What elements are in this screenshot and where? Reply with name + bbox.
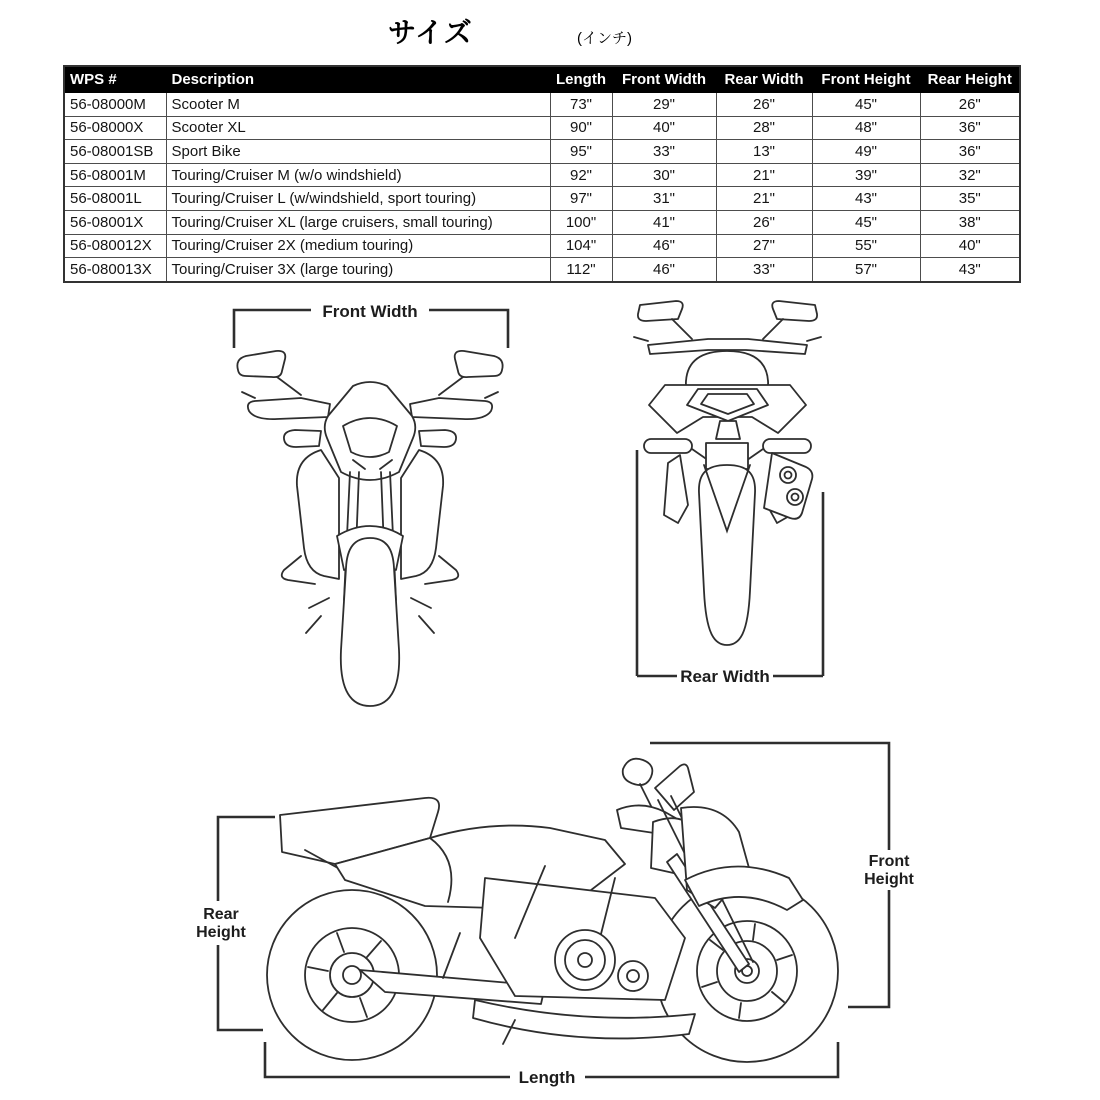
- page-subtitle-units: (インチ): [577, 30, 632, 47]
- cell-front-width: 46": [612, 234, 716, 258]
- cell-description: Sport Bike: [166, 140, 550, 164]
- cell-description: Scooter M: [166, 93, 550, 117]
- cell-front-width: 30": [612, 163, 716, 187]
- cell-wps: 56-08001X: [64, 210, 166, 234]
- cell-rear-width: 13": [716, 140, 812, 164]
- cell-wps: 56-08000M: [64, 93, 166, 117]
- cell-length: 95": [550, 140, 612, 164]
- motorcycle-front-illustration: [237, 351, 502, 706]
- cell-front-width: 40": [612, 116, 716, 140]
- cell-wps: 56-080012X: [64, 234, 166, 258]
- table-row: [64, 210, 1020, 234]
- page-title: サイズ: [388, 17, 473, 48]
- cell-length: 104": [550, 234, 612, 258]
- cell-front-height: 55": [812, 234, 920, 258]
- motorcycle-rear-view-diagram: [620, 293, 835, 693]
- length-label: Length: [518, 1068, 576, 1087]
- cell-wps: 56-08001SB: [64, 140, 166, 164]
- col-header-wps: WPS #: [64, 66, 166, 93]
- cell-description: Touring/Cruiser 2X (medium touring): [166, 234, 550, 258]
- cell-front-width: 41": [612, 210, 716, 234]
- table-row: [64, 140, 1020, 164]
- cell-length: 97": [550, 187, 612, 211]
- cell-description: Scooter XL: [166, 116, 550, 140]
- cell-front-width: 33": [612, 140, 716, 164]
- cell-front-height: 45": [812, 93, 920, 117]
- rear-width-label: Rear Width: [680, 667, 770, 686]
- front-height-label-line1: Front: [868, 853, 910, 870]
- col-header-description: Description: [166, 66, 550, 93]
- cell-rear-height: 32": [920, 163, 1020, 187]
- size-table: [63, 65, 1021, 283]
- col-header-front-height: Front Height: [812, 66, 920, 93]
- col-header-front-width: Front Width: [612, 66, 716, 93]
- cell-description: Touring/Cruiser M (w/o windshield): [166, 163, 550, 187]
- table-row: [64, 258, 1020, 282]
- table-row: [64, 187, 1020, 211]
- cell-front-width: 29": [612, 93, 716, 117]
- col-header-rear-height: Rear Height: [920, 66, 1020, 93]
- cell-front-height: 49": [812, 140, 920, 164]
- table-row: [64, 93, 1020, 117]
- table-row: [64, 116, 1020, 140]
- cell-front-width: 31": [612, 187, 716, 211]
- cell-rear-height: 38": [920, 210, 1020, 234]
- cell-wps: 56-080013X: [64, 258, 166, 282]
- cell-rear-height: 40": [920, 234, 1020, 258]
- cell-length: 92": [550, 163, 612, 187]
- cell-rear-height: 36": [920, 116, 1020, 140]
- motorcycle-front-view-diagram: [225, 298, 515, 713]
- cell-description: Touring/Cruiser 3X (large touring): [166, 258, 550, 282]
- cell-rear-height: 43": [920, 258, 1020, 282]
- cell-length: 73": [550, 93, 612, 117]
- cell-rear-width: 26": [716, 93, 812, 117]
- cell-length: 100": [550, 210, 612, 234]
- table-header-row: [64, 66, 1020, 93]
- cell-wps: 56-08001L: [64, 187, 166, 211]
- col-header-length: Length: [550, 66, 612, 93]
- rear-height-label-line2: Height: [196, 924, 246, 941]
- cell-front-height: 43": [812, 187, 920, 211]
- cell-wps: 56-08000X: [64, 116, 166, 140]
- cell-front-height: 48": [812, 116, 920, 140]
- table-row: [64, 163, 1020, 187]
- cell-rear-width: 27": [716, 234, 812, 258]
- cell-rear-height: 26": [920, 93, 1020, 117]
- cell-rear-width: 28": [716, 116, 812, 140]
- cell-front-height: 45": [812, 210, 920, 234]
- cell-rear-height: 36": [920, 140, 1020, 164]
- col-header-rear-width: Rear Width: [716, 66, 812, 93]
- cell-length: 112": [550, 258, 612, 282]
- cell-rear-width: 21": [716, 187, 812, 211]
- rear-height-label-line1: Rear: [203, 906, 239, 923]
- cell-description: Touring/Cruiser XL (large cruisers, small touring): [166, 210, 550, 234]
- motorcycle-side-illustration: [267, 759, 838, 1062]
- cell-rear-height: 35": [920, 187, 1020, 211]
- cell-front-height: 39": [812, 163, 920, 187]
- motorcycle-side-view-diagram: [185, 738, 965, 1100]
- cell-description: Touring/Cruiser L (w/windshield, sport touring): [166, 187, 550, 211]
- cell-front-width: 46": [612, 258, 716, 282]
- cell-rear-width: 21": [716, 163, 812, 187]
- cell-rear-width: 26": [716, 210, 812, 234]
- motorcycle-rear-illustration: [634, 301, 821, 645]
- cell-length: 90": [550, 116, 612, 140]
- cell-rear-width: 33": [716, 258, 812, 282]
- cell-wps: 56-08001M: [64, 163, 166, 187]
- table-row: [64, 234, 1020, 258]
- front-height-label-line2: Height: [864, 871, 914, 888]
- cell-front-height: 57": [812, 258, 920, 282]
- front-width-label: Front Width: [322, 302, 418, 321]
